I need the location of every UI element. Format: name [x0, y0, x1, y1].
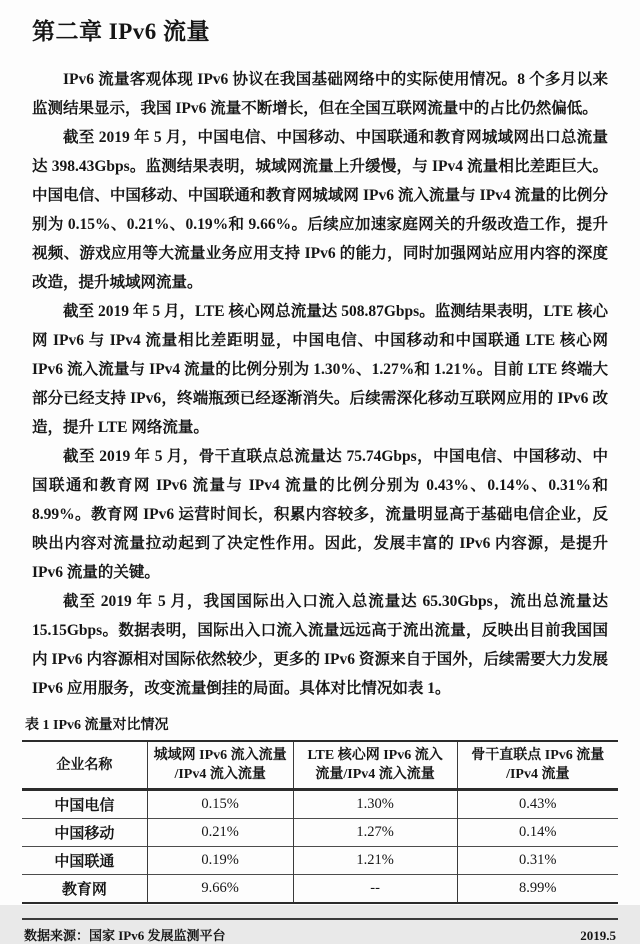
- footer-row: [22, 925, 618, 944]
- header-line: 流量/IPv4 流入流量: [315, 767, 435, 782]
- operator-cell: 中国移动: [54, 826, 115, 842]
- table-header-row: [22, 741, 618, 790]
- header-line: LTE 核心网 IPv6 流入: [307, 748, 443, 763]
- table-row-china-mobile: [22, 819, 618, 847]
- footer-date: 2019.5: [580, 928, 616, 943]
- header-line: 企业名称: [56, 757, 113, 773]
- table-caption: 表 1 IPv6 流量对比情况: [25, 718, 169, 733]
- operator-cell: 中国电信: [54, 798, 115, 814]
- header-line: /IPv4 流量: [506, 767, 570, 782]
- backbone-ratio-cell: 0.43%: [457, 790, 618, 819]
- operator-cell: 中国联通: [54, 854, 115, 870]
- lte-ratio-cell: 1.27%: [293, 819, 457, 847]
- paragraph-4: 截至 2019 年 5 月，骨干直联点总流量达 75.74Gbps，中国电信、中国移动、中国联通和教育网 IPv6 流量与 IPv4 流量的比例分别为 0.43%、0.14%、0.31%和 8.99%。教育网 IPv6 运营时间长，积累内容较多，流量明显高于基础电信企业，反映出内容对流量拉动起到了决定性作用。因此，发展丰富的 IPv6 内容源，是提升 IPv6 流量的关键。: [32, 448, 608, 581]
- man-ratio-cell: 0.21%: [147, 819, 293, 847]
- table-row-china-telecom: [22, 790, 618, 819]
- footer-rule: [22, 918, 618, 920]
- body-text: [32, 65, 608, 703]
- backbone-ratio-cell: 0.14%: [457, 819, 618, 847]
- backbone-ratio-cell: 8.99%: [457, 875, 618, 904]
- lte-ratio-cell: 1.30%: [293, 790, 457, 819]
- table-section: [22, 714, 618, 904]
- paragraph-5: 截至 2019 年 5 月，我国国际出入口流入总流量达 65.30Gbps，流出总流量达 15.15Gbps。数据表明，国际出入口流入流量远远高于流出流量，反映出目前我国国内 IPv6 内容源相对国际依然较少，更多的 IPv6 资源来自于国外，后续需要大力发展 IPv6 应用服务，改变流量倒挂的局面。具体对比情况如表 1。: [32, 593, 608, 697]
- column-header-lte: [293, 741, 457, 790]
- column-header-backbone: [457, 741, 618, 790]
- paragraph-1: IPv6 流量客观体现 IPv6 协议在我国基础网络中的实际使用情况。8 个多月以来监测结果显示，我国 IPv6 流量不断增长，但在全国互联网流量中的占比仍然偏低。: [32, 71, 608, 117]
- page-title: 第二章 IPv6 流量: [32, 19, 210, 44]
- lte-ratio-cell: 1.21%: [293, 847, 457, 875]
- ipv6-traffic-table: [22, 740, 618, 904]
- lte-ratio-cell: --: [293, 875, 457, 904]
- table-row-china-unicom: [22, 847, 618, 875]
- man-ratio-cell: 0.15%: [147, 790, 293, 819]
- table-row-cernet: [22, 875, 618, 904]
- paragraph-3: 截至 2019 年 5 月，LTE 核心网总流量达 508.87Gbps。监测结果表明，LTE 核心网 IPv6 与 IPv4 流量相比差距明显，中国电信、中国移动和中国联通 LTE 核心网 IPv6 流入流量与 IPv4 流量的比例分别为 1.30%、1.27%和 1.21%。目前 LTE 终端大部分已经支持 IPv6，终端瓶颈已经逐渐消失。后续需深化移动互联网应用的 IPv6 改造，提升 LTE 网络流量。: [32, 303, 608, 436]
- man-ratio-cell: 9.66%: [147, 875, 293, 904]
- header-line: 骨干直联点 IPv6 流量: [471, 748, 605, 763]
- man-ratio-cell: 0.19%: [147, 847, 293, 875]
- page-footer: [22, 918, 618, 944]
- column-header-operator: [22, 741, 147, 790]
- column-header-man: [147, 741, 293, 790]
- header-line: /IPv4 流入流量: [174, 767, 266, 782]
- footer-source: 数据来源：国家 IPv6 发展监测平台: [24, 928, 226, 943]
- paragraph-2: 截至 2019 年 5 月，中国电信、中国移动、中国联通和教育网城域网出口总流量达 398.43Gbps。监测结果表明，城域网流量上升缓慢，与 IPv4 流量相比差距巨大。中国电信、中国移动、中国联通和教育网城域网 IPv6 流入流量与 IPv4 流量的比例分别为 0.15%、0.21%、0.19%和 9.66%。后续应加速家庭网关的升级改造工作，提升视频、游戏应用等大流量业务应用支持 IPv6 的能力，同时加强网站应用内容的深度改造，提升城域网流量。: [32, 129, 608, 291]
- operator-cell: 教育网: [61, 882, 107, 898]
- backbone-ratio-cell: 0.31%: [457, 847, 618, 875]
- header-line: 城域网 IPv6 流入流量: [153, 748, 287, 763]
